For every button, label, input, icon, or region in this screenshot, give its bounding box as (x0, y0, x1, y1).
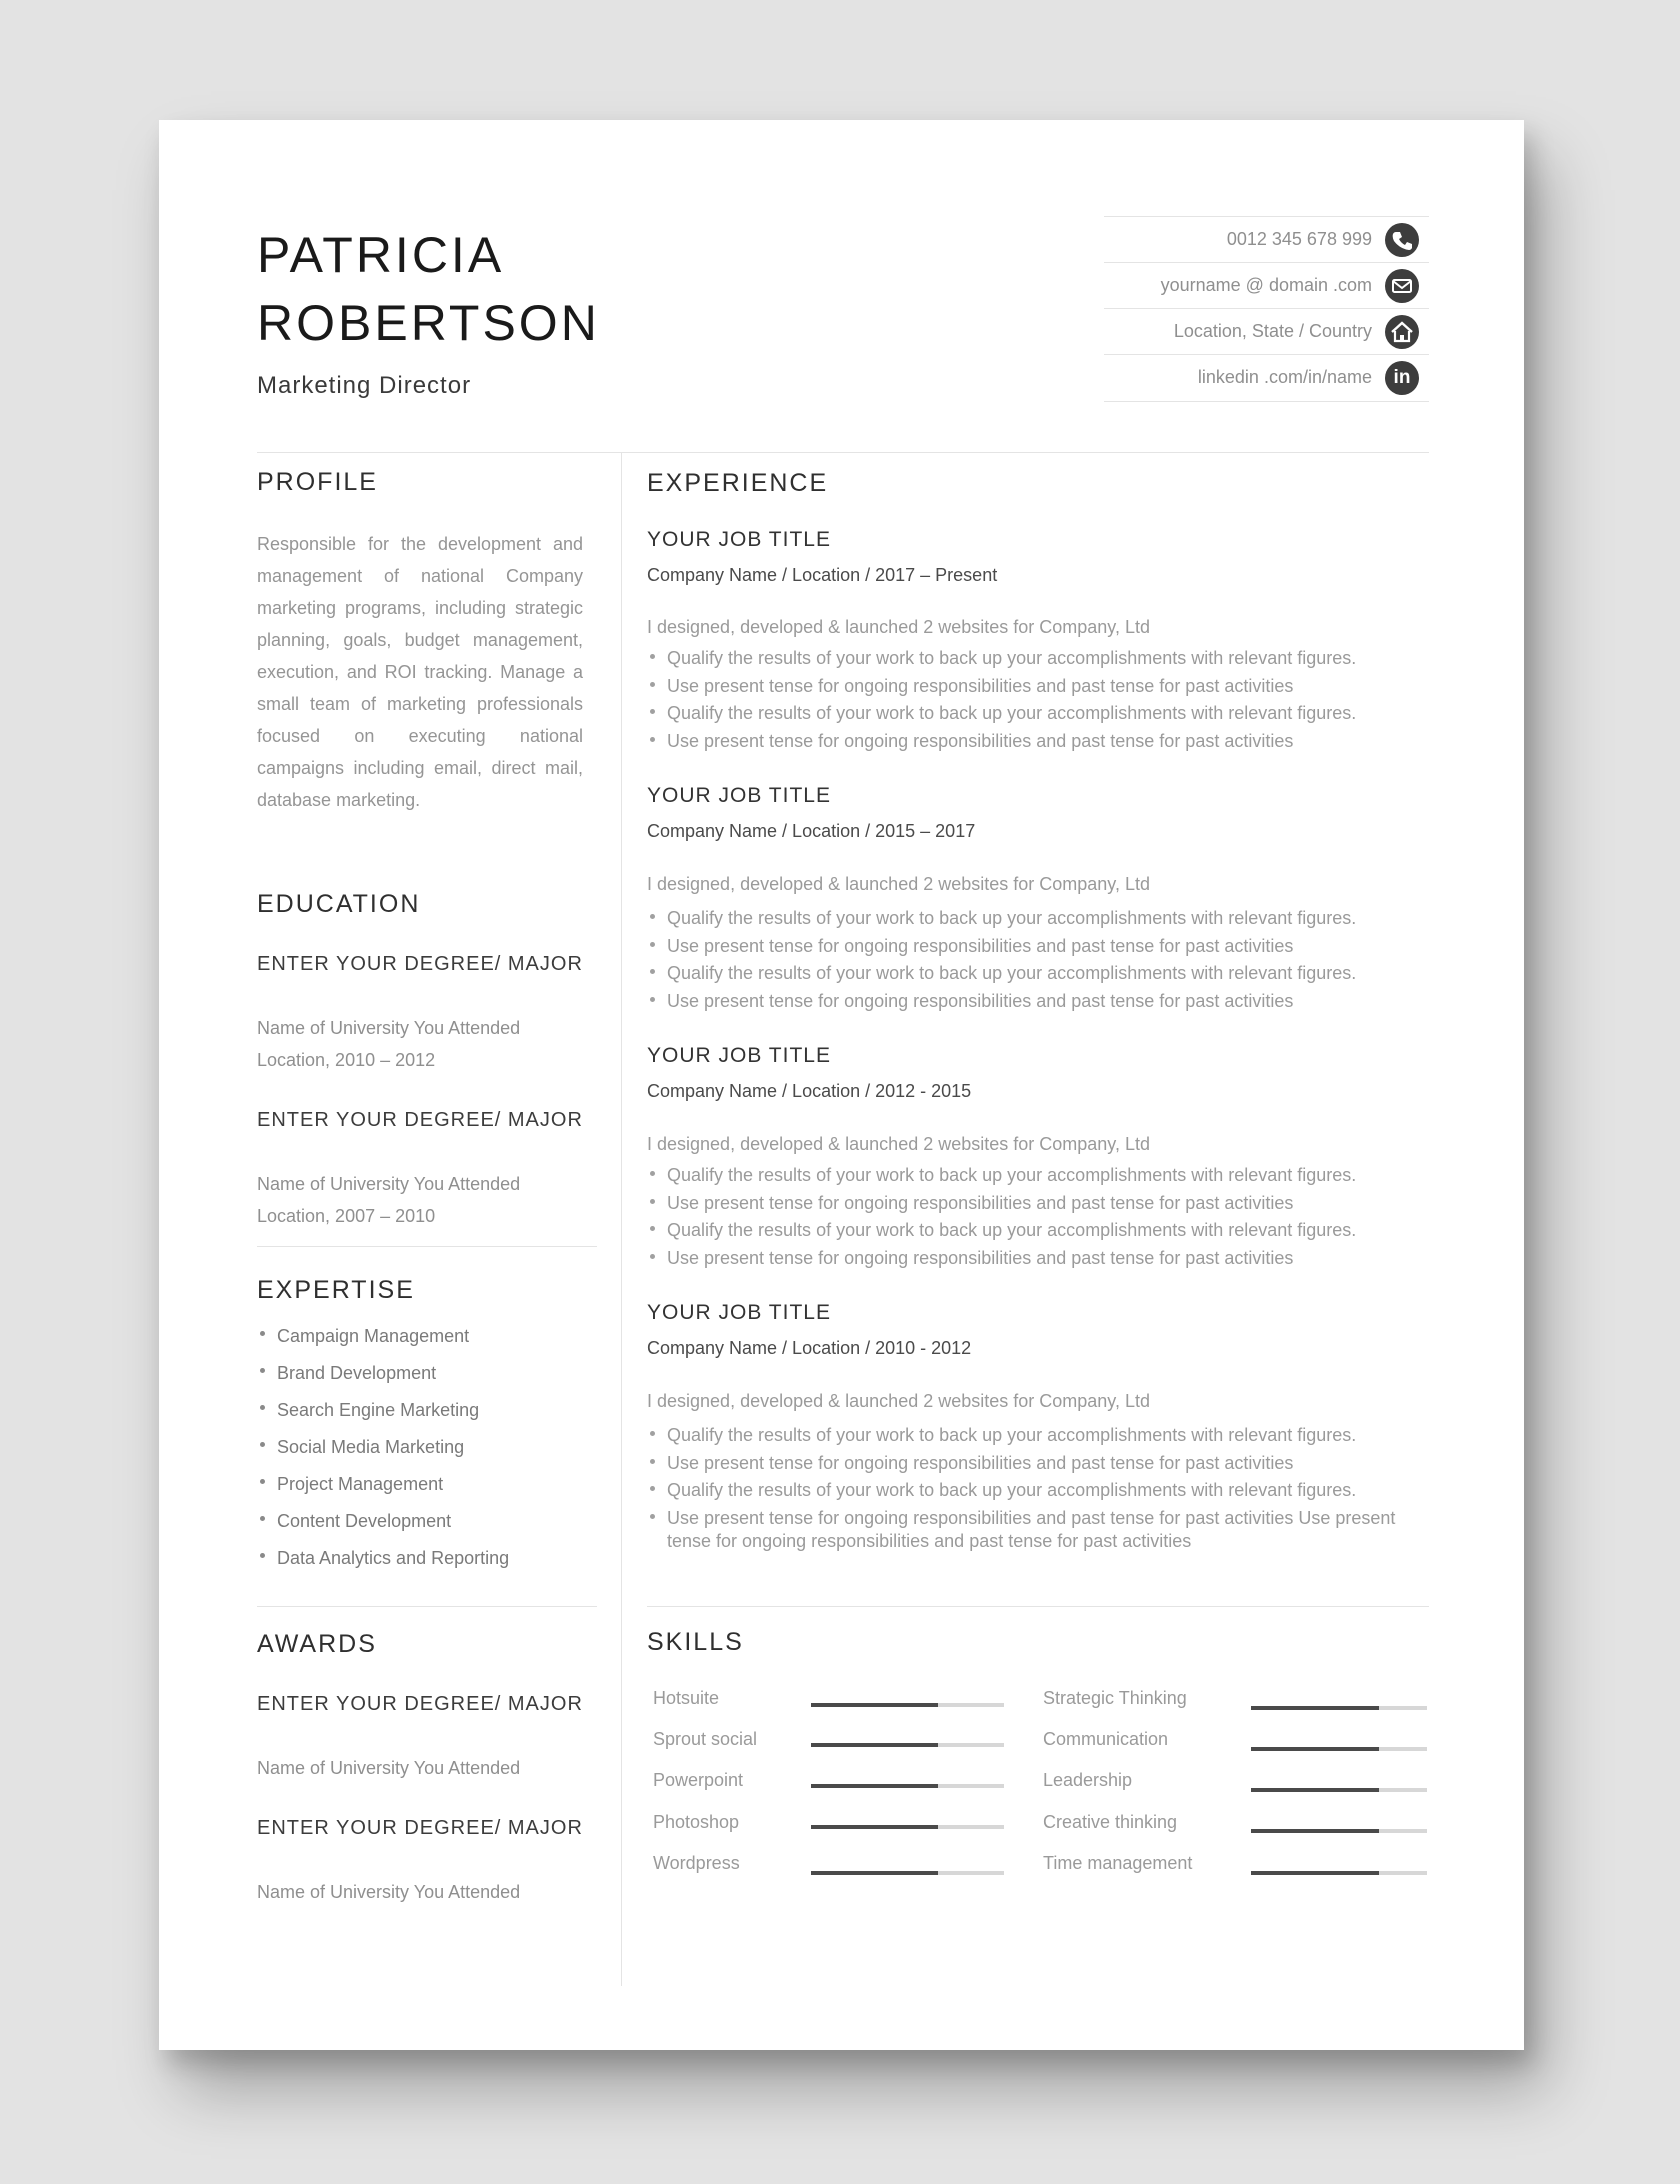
home-icon (1385, 315, 1419, 349)
expertise-heading: EXPERTISE (257, 1276, 415, 1304)
education-school: Name of University You Attended (257, 1018, 521, 1038)
job-bullet: Use present tense for ongoing responsibilities and past tense for past activities (647, 1247, 1427, 1270)
education-dates: Location, 2010 – 2012 (257, 1050, 436, 1070)
job-bullet: Use present tense for ongoing responsibilities and past tense for past activities Use present tense for ongoing responsibilities and past tense for past activities (647, 1507, 1427, 1553)
skill-bar-fill (1251, 1706, 1379, 1710)
job-description: I designed, developed & launched 2 websites for Company, Ltd (647, 1391, 1150, 1411)
education-heading: EDUCATION (257, 890, 421, 918)
job-bullet: Qualify the results of your work to back up your accomplishments with relevant figures. (647, 1219, 1427, 1242)
job-company: Company Name / Location / 2010 - 2012 (647, 1338, 972, 1358)
skill-bar (811, 1871, 1004, 1875)
skill-bar (811, 1743, 1004, 1747)
education-degree: ENTER YOUR DEGREE/ MAJOR (257, 953, 583, 975)
job-bullet: Qualify the results of your work to back up your accomplishments with relevant figures. (647, 962, 1427, 985)
job-bullets (647, 647, 1427, 757)
expertise-item: Brand Development (257, 1360, 509, 1397)
skill-bar (1251, 1829, 1427, 1833)
experience-divider (647, 1606, 1429, 1607)
job-bullet: Qualify the results of your work to back up your accomplishments with relevant figures. (647, 702, 1427, 725)
expertise-item: Social Media Marketing (257, 1434, 509, 1471)
expertise-item: Search Engine Marketing (257, 1397, 509, 1434)
contact-email (1104, 262, 1429, 309)
expertise-divider (257, 1606, 597, 1607)
job-description: I designed, developed & launched 2 websites for Company, Ltd (647, 874, 1150, 894)
skill-bar-fill (1251, 1788, 1379, 1792)
skill-bar-fill (811, 1703, 938, 1707)
job-bullet: Qualify the results of your work to back up your accomplishments with relevant figures. (647, 907, 1427, 930)
skill-bar-fill (1251, 1747, 1379, 1751)
skill-bar (811, 1784, 1004, 1788)
skill-name: Sprout social (653, 1729, 758, 1749)
award-school: Name of University You Attended (257, 1882, 521, 1902)
expertise-item: Project Management (257, 1471, 509, 1508)
education-school: Name of University You Attended (257, 1174, 521, 1194)
skill-name: Communication (1043, 1729, 1169, 1749)
skill-name: Creative thinking (1043, 1812, 1178, 1832)
skills-heading: SKILLS (647, 1628, 744, 1656)
education-dates: Location, 2007 – 2010 (257, 1206, 436, 1226)
skill-name: Time management (1043, 1853, 1193, 1873)
skill-bar-fill (811, 1871, 938, 1875)
education-divider (257, 1246, 597, 1247)
job-bullet: Use present tense for ongoing responsibilities and past tense for past activities (647, 1452, 1427, 1475)
job-description: I designed, developed & launched 2 websites for Company, Ltd (647, 1134, 1150, 1154)
phone-text: 0012 345 678 999 (1226, 229, 1372, 249)
job-title: YOUR JOB TITLE (647, 784, 831, 807)
job-bullet: Qualify the results of your work to back up your accomplishments with relevant figures. (647, 647, 1427, 670)
job-bullet: Use present tense for ongoing responsibilities and past tense for past activities (647, 1192, 1427, 1215)
expertise-item: Campaign Management (257, 1323, 509, 1360)
header-divider (257, 452, 1429, 453)
skill-bar (811, 1703, 1004, 1707)
phone-icon (1385, 223, 1419, 257)
linkedin-icon: in (1385, 361, 1419, 395)
education-degree: ENTER YOUR DEGREE/ MAJOR (257, 1109, 583, 1131)
skill-bar-fill (811, 1743, 938, 1747)
job-description: I designed, developed & launched 2 websites for Company, Ltd (647, 617, 1150, 637)
first-name: PATRICIA (257, 227, 505, 283)
expertise-item: Data Analytics and Reporting (257, 1545, 509, 1582)
location-text: Location, State / Country (1173, 321, 1372, 341)
profile-heading: PROFILE (257, 468, 378, 496)
award-title: ENTER YOUR DEGREE/ MAJOR (257, 1693, 583, 1715)
skill-bar (1251, 1788, 1427, 1792)
job-bullets (647, 1424, 1427, 1557)
job-title: YOUR JOB TITLE (647, 528, 831, 551)
skill-bar (1251, 1871, 1427, 1875)
skill-name: Photoshop (653, 1812, 740, 1832)
contact-location (1104, 308, 1429, 355)
awards-heading: AWARDS (257, 1630, 377, 1658)
expertise-item: Content Development (257, 1508, 509, 1545)
contact-linkedin (1104, 354, 1429, 402)
job-bullet: Use present tense for ongoing responsibilities and past tense for past activities (647, 730, 1427, 753)
skill-bar (1251, 1706, 1427, 1710)
skill-bar-fill (811, 1784, 938, 1788)
job-bullet: Qualify the results of your work to back up your accomplishments with relevant figures. (647, 1479, 1427, 1502)
envelope-icon (1385, 269, 1419, 303)
job-company: Company Name / Location / 2017 – Present (647, 565, 998, 585)
column-divider (621, 452, 622, 1986)
last-name: ROBERTSON (257, 295, 600, 351)
job-bullet: Qualify the results of your work to back up your accomplishments with relevant figures. (647, 1164, 1427, 1187)
job-company: Company Name / Location / 2012 - 2015 (647, 1081, 972, 1101)
job-title: YOUR JOB TITLE (647, 1301, 831, 1324)
award-school: Name of University You Attended (257, 1758, 521, 1778)
resume-page (159, 120, 1524, 2050)
skill-name: Leadership (1043, 1770, 1133, 1790)
skill-bar (1251, 1747, 1427, 1751)
job-role: Marketing Director (257, 372, 472, 399)
award-title: ENTER YOUR DEGREE/ MAJOR (257, 1817, 583, 1839)
skill-bar-fill (1251, 1829, 1379, 1833)
contact-phone (1104, 216, 1429, 263)
expertise-list (257, 1323, 509, 1582)
skill-bar (811, 1825, 1004, 1829)
skill-name: Powerpoint (653, 1770, 744, 1790)
job-bullet: Use present tense for ongoing responsibilities and past tense for past activities (647, 990, 1427, 1013)
skill-name: Strategic Thinking (1043, 1688, 1187, 1708)
profile-text: Responsible for the development and management of national Company marketing programs, including strategic planning, goals, budget management, execution, and ROI tracking. Manage a small team of marketing professionals focused on executing national campaigns including email, direct mail, database marketing. (257, 534, 583, 810)
job-bullets (647, 1164, 1427, 1274)
skill-name: Wordpress (653, 1853, 740, 1873)
skill-name: Hotsuite (653, 1688, 720, 1708)
job-title: YOUR JOB TITLE (647, 1044, 831, 1067)
experience-heading: EXPERIENCE (647, 469, 829, 497)
job-bullet: Qualify the results of your work to back up your accomplishments with relevant figures. (647, 1424, 1427, 1447)
skill-bar-fill (811, 1825, 938, 1829)
skill-bar-fill (1251, 1871, 1379, 1875)
email-text: yourname @ domain .com (1160, 275, 1372, 295)
job-bullet: Use present tense for ongoing responsibilities and past tense for past activities (647, 675, 1427, 698)
job-bullet: Use present tense for ongoing responsibilities and past tense for past activities (647, 935, 1427, 958)
job-company: Company Name / Location / 2015 – 2017 (647, 821, 976, 841)
job-bullets (647, 907, 1427, 1017)
linkedin-text: linkedin .com/in/name (1197, 367, 1372, 387)
